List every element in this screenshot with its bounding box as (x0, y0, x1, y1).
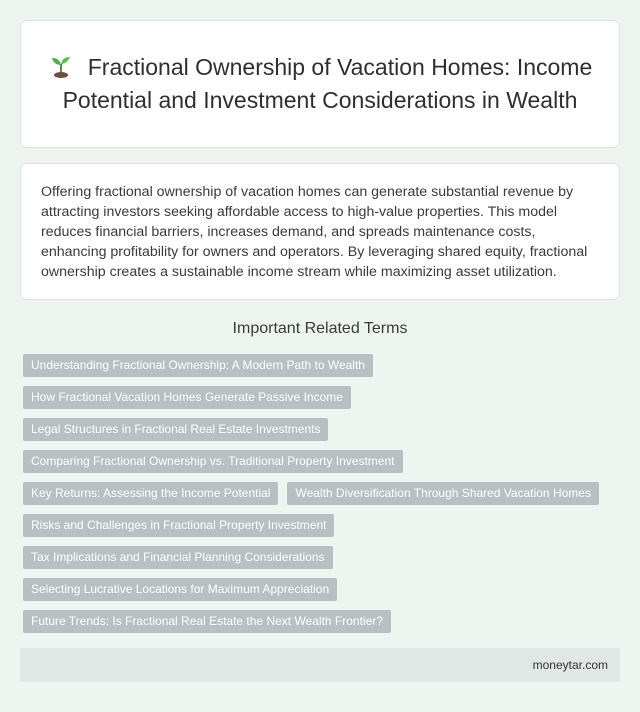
term-tag[interactable]: Future Trends: Is Fractional Real Estate the Next Wealth Frontier? (23, 610, 391, 633)
term-tag[interactable]: Understanding Fractional Ownership: A Modern Path to Wealth (23, 354, 373, 377)
page-title-text: Fractional Ownership of Vacation Homes: Income Potential and Investment Considerations in Wealth (62, 54, 593, 113)
term-tag[interactable]: Selecting Lucrative Locations for Maximum Appreciation (23, 578, 337, 601)
sprout-icon (48, 54, 74, 78)
summary-text: Offering fractional ownership of vacation homes can generate substantial revenue by attracting investors seeking affordable access to high-value properties. This model reduces financial barriers, increases demand, and spreads maintenance costs, enhancing profitability for owners and operators. By leveraging shared equity, fractional ownership creates a sustainable income stream while maximizing asset utilization. (41, 184, 588, 280)
title-card (20, 20, 620, 148)
page-title (41, 51, 599, 117)
term-tag[interactable]: Risks and Challenges in Fractional Property Investment (23, 514, 334, 537)
footer-site-link[interactable]: moneytar.com (532, 658, 608, 672)
term-tag[interactable]: Key Returns: Assessing the Income Potential (23, 482, 278, 505)
summary-card (20, 163, 620, 300)
term-tag[interactable]: Wealth Diversification Through Shared Vacation Homes (287, 482, 598, 505)
related-terms-heading: Important Related Terms (232, 320, 408, 337)
term-tag[interactable]: Legal Structures in Fractional Real Estate Investments (23, 418, 328, 441)
term-tag[interactable]: Comparing Fractional Ownership vs. Traditional Property Investment (23, 450, 403, 473)
footer (20, 648, 620, 682)
term-tag[interactable]: How Fractional Vacation Homes Generate Passive Income (23, 386, 351, 409)
related-terms-list (23, 354, 617, 633)
term-tag[interactable]: Tax Implications and Financial Planning Considerations (23, 546, 333, 569)
